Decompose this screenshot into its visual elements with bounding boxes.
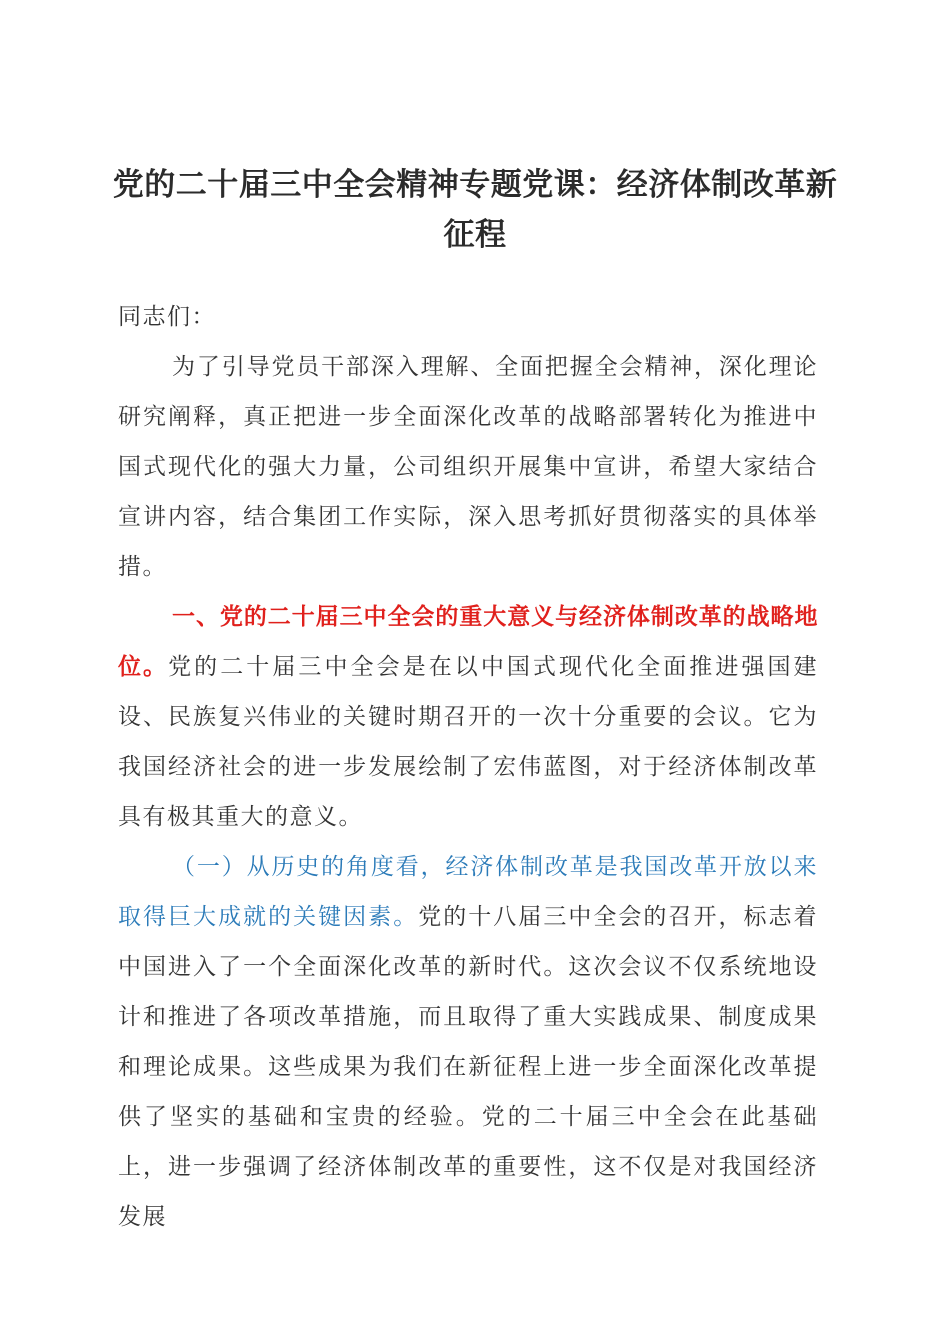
intro-paragraph: 为了引导党员干部深入理解、全面把握全会精神，深化理论研究阐释，真正把进一步全面深化改革的战略部署转化为推进中国式现代化的强大力量，公司组织开展集中宣讲，希望大家结合宣讲内容，结合集团工作实际，深入思考抓好贯彻落实的具体举措。 — [118, 354, 818, 580]
section-1-text: 党的二十届三中全会是在以中国式现代化全面推进强国建设、民族复兴伟业的关键时期召开的一次十分重要的会议。它为我国经济社会的进一步发展绘制了宏伟蓝图，对于经济体制改革具有极其重大的意义。 — [118, 654, 819, 830]
document-title: 党的二十届三中全会精神专题党课：经济体制改革新征程 — [112, 167, 838, 253]
salutation: 同志们： — [118, 304, 216, 330]
subsection-1-heading: （一）从历史的角度看，经济体制改革是我国改革开放以来取得巨大成就的关键因素。 — [118, 854, 818, 930]
subsection-1-paragraph — [118, 842, 818, 1242]
section-1-paragraph — [118, 592, 818, 842]
section-1-heading: 一、党的二十届三中全会的重大意义与经济体制改革的战略地位。 — [118, 604, 818, 680]
subsection-1-text: 党的十八届三中全会的召开，标志着中国进入了一个全面深化改革的新时代。这次会议不仅系统地设计和推进了各项改革措施，而且取得了重大实践成果、制度成果和理论成果。这些成果为我们在新征程上进一步全面深化改革提供了坚实的基础和宝贵的经验。党的二十届三中全会在此基础上，进一步强调了经济体制改革的重要性，这不仅是对我国经济发展 — [118, 904, 819, 1230]
document-body — [118, 292, 818, 1242]
